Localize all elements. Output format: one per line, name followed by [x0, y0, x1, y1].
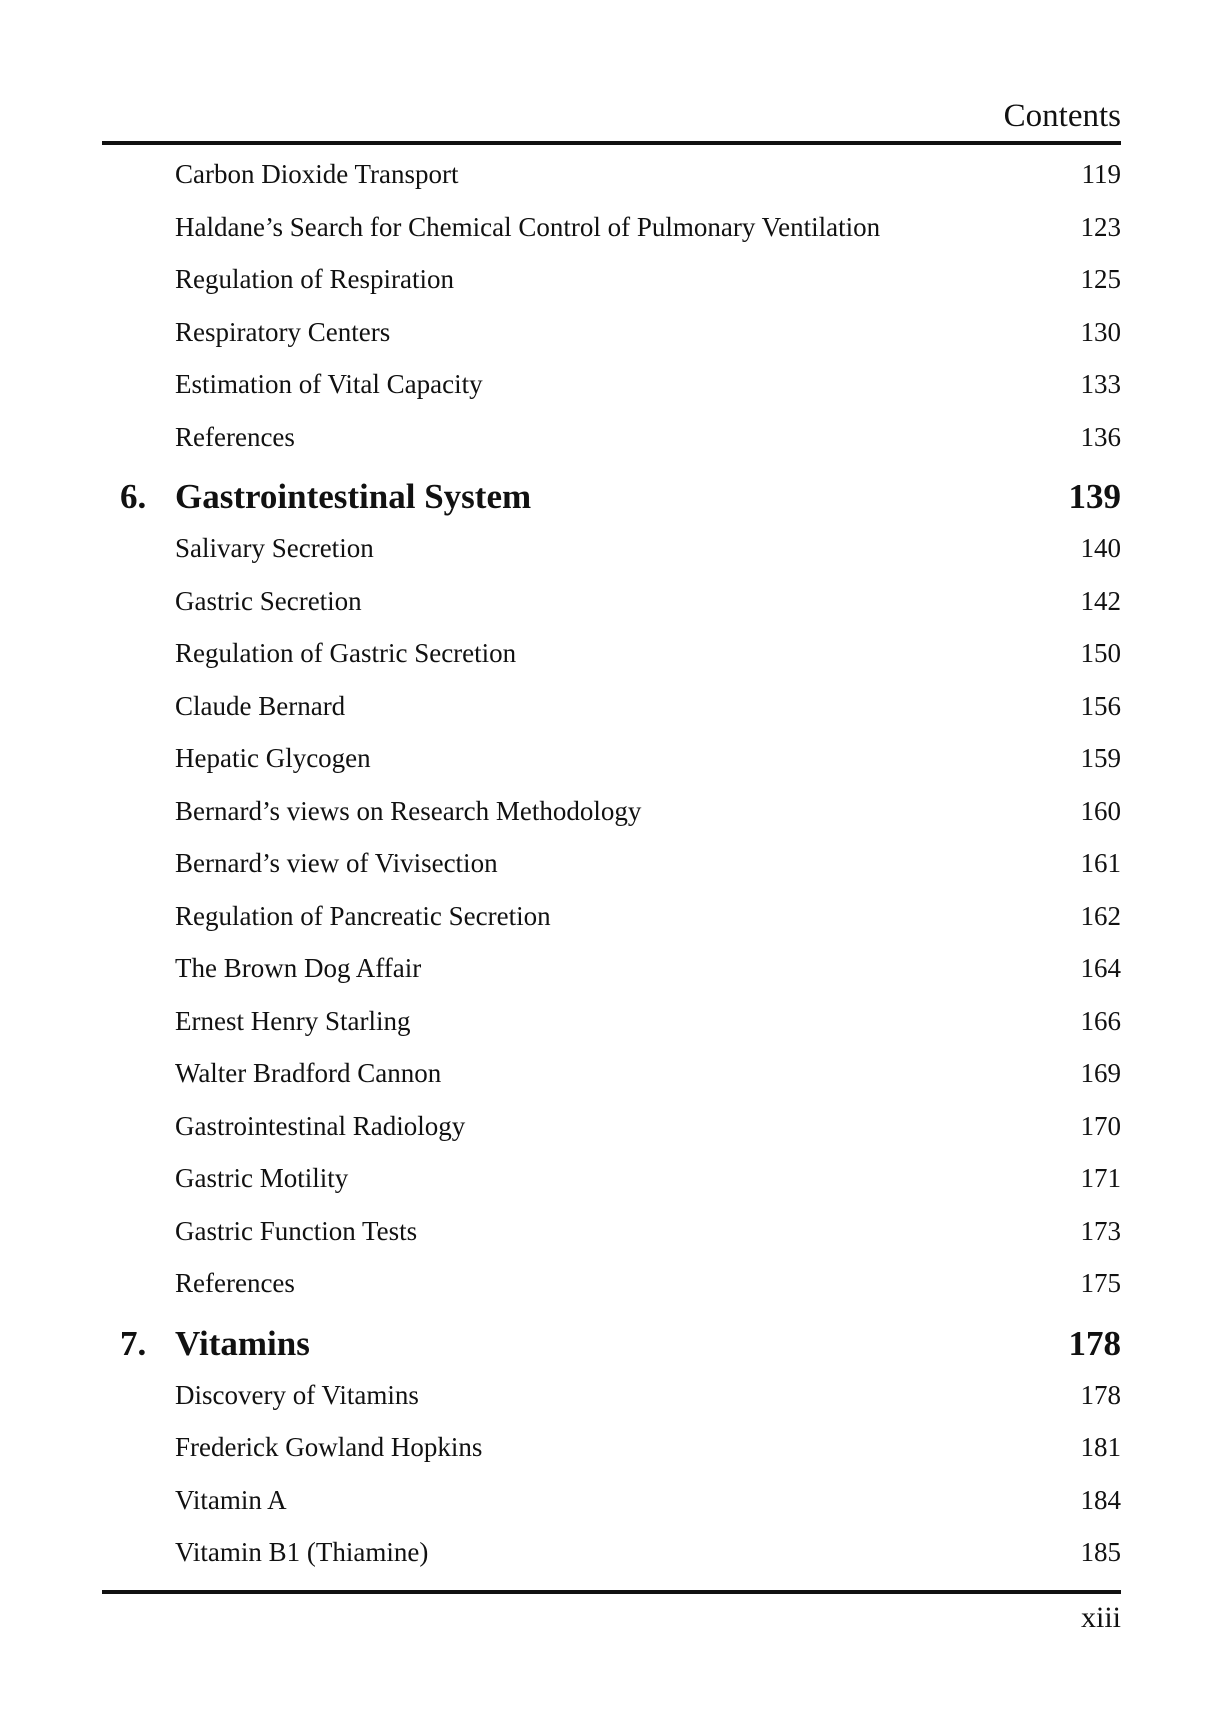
- toc-section-title: References: [175, 421, 295, 452]
- toc-page-number: 150: [1080, 638, 1121, 668]
- toc-page-number: 169: [1080, 1058, 1121, 1088]
- toc-section-title: Gastrointestinal Radiology: [175, 1110, 466, 1141]
- toc-section-row: [0, 631, 1214, 684]
- toc-section-title: Gastric Function Tests: [175, 1215, 418, 1246]
- toc-page-number: 159: [1080, 743, 1121, 773]
- toc-section-row: [0, 205, 1214, 258]
- toc-page-number: 125: [1080, 264, 1121, 294]
- table-of-contents: [0, 152, 1214, 1583]
- toc-section-title: Regulation of Gastric Secretion: [175, 638, 517, 668]
- toc-section-title: Salivary Secretion: [175, 533, 374, 563]
- toc-section-row: [0, 152, 1214, 205]
- toc-page-number: 133: [1080, 369, 1121, 399]
- toc-section-row: [0, 1156, 1214, 1209]
- toc-page-number: 185: [1080, 1537, 1121, 1567]
- toc-section-row: [0, 736, 1214, 789]
- page-folio: xiii: [1080, 1601, 1121, 1634]
- toc-section-row: [0, 1104, 1214, 1157]
- toc-section-row: [0, 1478, 1214, 1531]
- toc-section-title: Gastric Secretion: [175, 585, 362, 616]
- toc-page-number: 181: [1080, 1432, 1121, 1462]
- toc-page-number: 156: [1080, 690, 1121, 721]
- toc-section-row: [0, 1261, 1214, 1314]
- toc-page-number: 173: [1080, 1215, 1121, 1246]
- header-rule: [102, 141, 1121, 145]
- toc-section-title: Vitamin A: [175, 1484, 287, 1515]
- toc-section-title: Respiratory Centers: [175, 316, 391, 347]
- toc-page-number: 175: [1080, 1268, 1121, 1298]
- toc-section-row: [0, 1530, 1214, 1583]
- toc-page-number: 140: [1080, 533, 1121, 563]
- toc-chapter-number: 7.: [120, 1323, 147, 1363]
- toc-page-number: 164: [1080, 953, 1121, 983]
- toc-section-row: [0, 1425, 1214, 1478]
- toc-section-title: Vitamin B1 (Thiamine): [175, 1537, 429, 1567]
- toc-section-title: Hepatic Glycogen: [175, 743, 371, 773]
- toc-page-number: 184: [1080, 1484, 1121, 1515]
- toc-page-number: 178: [1080, 1379, 1121, 1410]
- toc-section-row: [0, 362, 1214, 415]
- toc-section-title: Bernard’s view of Vivisection: [175, 848, 498, 878]
- toc-page-number: 161: [1080, 848, 1121, 878]
- toc-section-title: References: [175, 1268, 295, 1298]
- toc-chapter-number: 6.: [120, 477, 147, 516]
- toc-page-number: 142: [1080, 585, 1121, 616]
- toc-page-number: 170: [1080, 1110, 1121, 1141]
- toc-page-number: 130: [1080, 316, 1121, 347]
- toc-section-row: [0, 1209, 1214, 1262]
- toc-section-title: Regulation of Respiration: [175, 264, 454, 294]
- running-header-title: Contents: [1003, 98, 1121, 134]
- toc-page-number: 162: [1080, 900, 1121, 931]
- toc-page-number: 136: [1080, 421, 1121, 452]
- toc-section-row: [0, 789, 1214, 842]
- toc-section-title: Claude Bernard: [175, 690, 346, 721]
- toc-section-row: [0, 257, 1214, 310]
- toc-chapter-row: [0, 467, 1214, 526]
- toc-page-number: 123: [1080, 211, 1121, 242]
- toc-section-row: [0, 999, 1214, 1052]
- toc-section-row: [0, 415, 1214, 468]
- toc-section-title: Haldane’s Search for Chemical Control of Pulmonary Ventilation: [175, 211, 881, 242]
- toc-section-title: Bernard’s views on Research Methodology: [175, 795, 642, 826]
- toc-section-row: [0, 1373, 1214, 1426]
- toc-section-row: [0, 841, 1214, 894]
- toc-section-title: Walter Bradford Cannon: [175, 1058, 442, 1088]
- toc-section-title: The Brown Dog Affair: [175, 953, 422, 983]
- toc-page-number: 160: [1080, 795, 1121, 826]
- toc-page-number: 139: [1068, 477, 1121, 516]
- toc-page-number: 171: [1080, 1163, 1121, 1193]
- toc-section-row: [0, 1051, 1214, 1104]
- toc-section-row: [0, 894, 1214, 947]
- toc-section-row: [0, 526, 1214, 579]
- footer-rule: [102, 1590, 1121, 1594]
- toc-chapter-title: Vitamins: [175, 1323, 310, 1363]
- toc-section-title: Gastric Motility: [175, 1163, 349, 1193]
- toc-page-number: 119: [1081, 159, 1121, 189]
- toc-section-title: Frederick Gowland Hopkins: [175, 1432, 483, 1462]
- toc-page-number: 178: [1068, 1323, 1121, 1363]
- toc-section-row: [0, 579, 1214, 632]
- toc-page-number: 166: [1080, 1005, 1121, 1036]
- toc-section-title: Discovery of Vitamins: [175, 1379, 419, 1410]
- toc-chapter-title: Gastrointestinal System: [175, 477, 532, 516]
- toc-section-title: Estimation of Vital Capacity: [175, 369, 483, 399]
- toc-section-row: [0, 684, 1214, 737]
- toc-section-title: Regulation of Pancreatic Secretion: [175, 900, 551, 931]
- toc-section-row: [0, 946, 1214, 999]
- toc-section-title: Ernest Henry Starling: [175, 1005, 411, 1036]
- toc-section-title: Carbon Dioxide Transport: [175, 159, 459, 189]
- toc-section-row: [0, 310, 1214, 363]
- toc-chapter-row: [0, 1314, 1214, 1373]
